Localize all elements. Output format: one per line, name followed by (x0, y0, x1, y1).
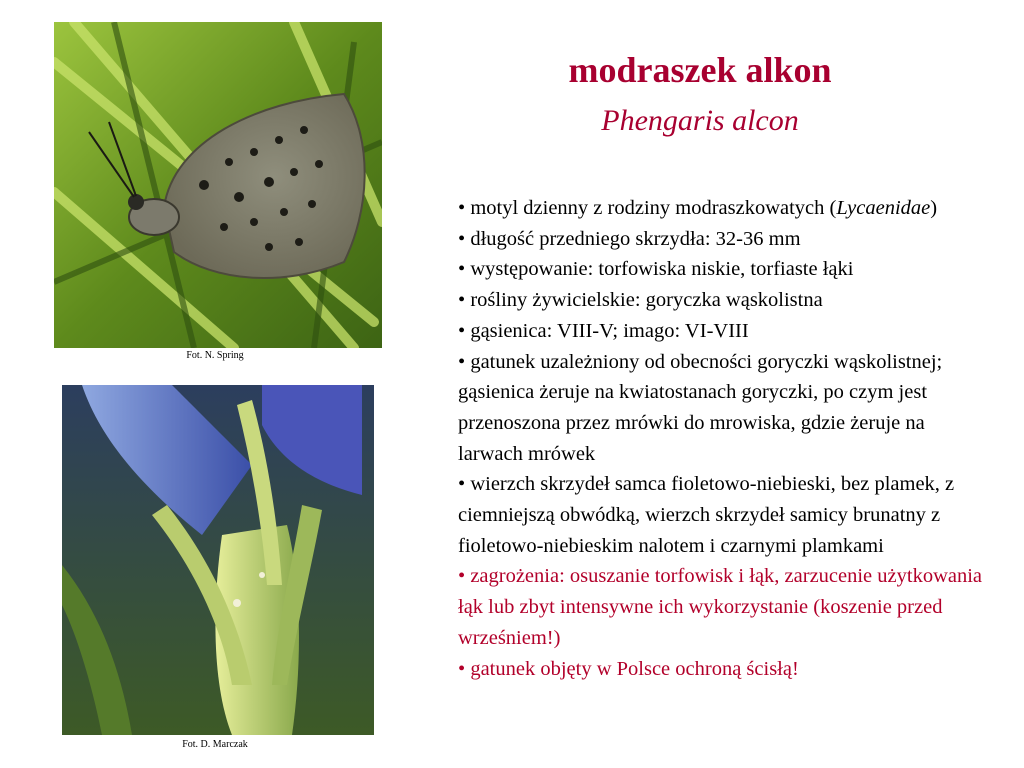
family-name: Lycaenidae (836, 197, 931, 219)
bullet: • (458, 350, 466, 373)
bullet: • (458, 473, 466, 496)
facts-list (458, 193, 988, 684)
fact-protection: • gatunek objęty w Polsce ochroną ścisłą! (458, 657, 799, 680)
gentian-photo-caption: Fot. D. Marczak (182, 739, 248, 750)
bullet: • (458, 319, 466, 342)
fact-life-cycle: • gatunek uzależniony od obecności goryczki wąskolistnej; gąsienica żeruje na kwiatostanach goryczki, po czym jest przenoszona przez mrówki do mrowiska, gdzie żeruje na larwach mrówek (458, 350, 943, 465)
bullet: • (458, 227, 466, 250)
fact-phenology: • gąsienica: VIII-V; imago: VI-VIII (458, 319, 749, 342)
latin-name: Phengaris alcon (601, 104, 799, 137)
fact-threats: • zagrożenia: osuszanie torfowisk i łąk, zarzucenie użytkowania łąk lub zbyt intensywne ich wykorzystanie (koszenie przed wrześniem!) (458, 565, 983, 649)
fact-family: • motyl dzienny z rodziny modraszkowatych (Lycaenidae) (458, 197, 938, 219)
bullet: • (458, 657, 466, 680)
gentian-photo (62, 385, 374, 735)
butterfly-photo-caption: Fot. N. Spring (186, 350, 244, 361)
bullet: • (458, 565, 466, 588)
fact-wing-length: • długość przedniego skrzydła: 32-36 mm (458, 227, 801, 250)
bullet: • (458, 258, 466, 281)
fact-host-plants: • rośliny żywicielskie: goryczka wąskolistna (458, 289, 823, 312)
bullet: • (458, 197, 466, 219)
gentian-image (62, 385, 374, 735)
page-title: modraszek alkon (568, 50, 832, 90)
butterfly-image (54, 22, 382, 348)
fact-habitat: • występowanie: torfowiska niskie, torfiaste łąki (458, 258, 854, 281)
fact-wing-description: • wierzch skrzydeł samca fioletowo-niebieski, bez plamek, z ciemniejszą obwódką, wierzch skrzydeł samicy brunatny z fioletowo-niebieskim nalotem i czarnymi plamkami (458, 473, 955, 557)
bullet: • (458, 289, 466, 312)
butterfly-photo (54, 22, 382, 348)
